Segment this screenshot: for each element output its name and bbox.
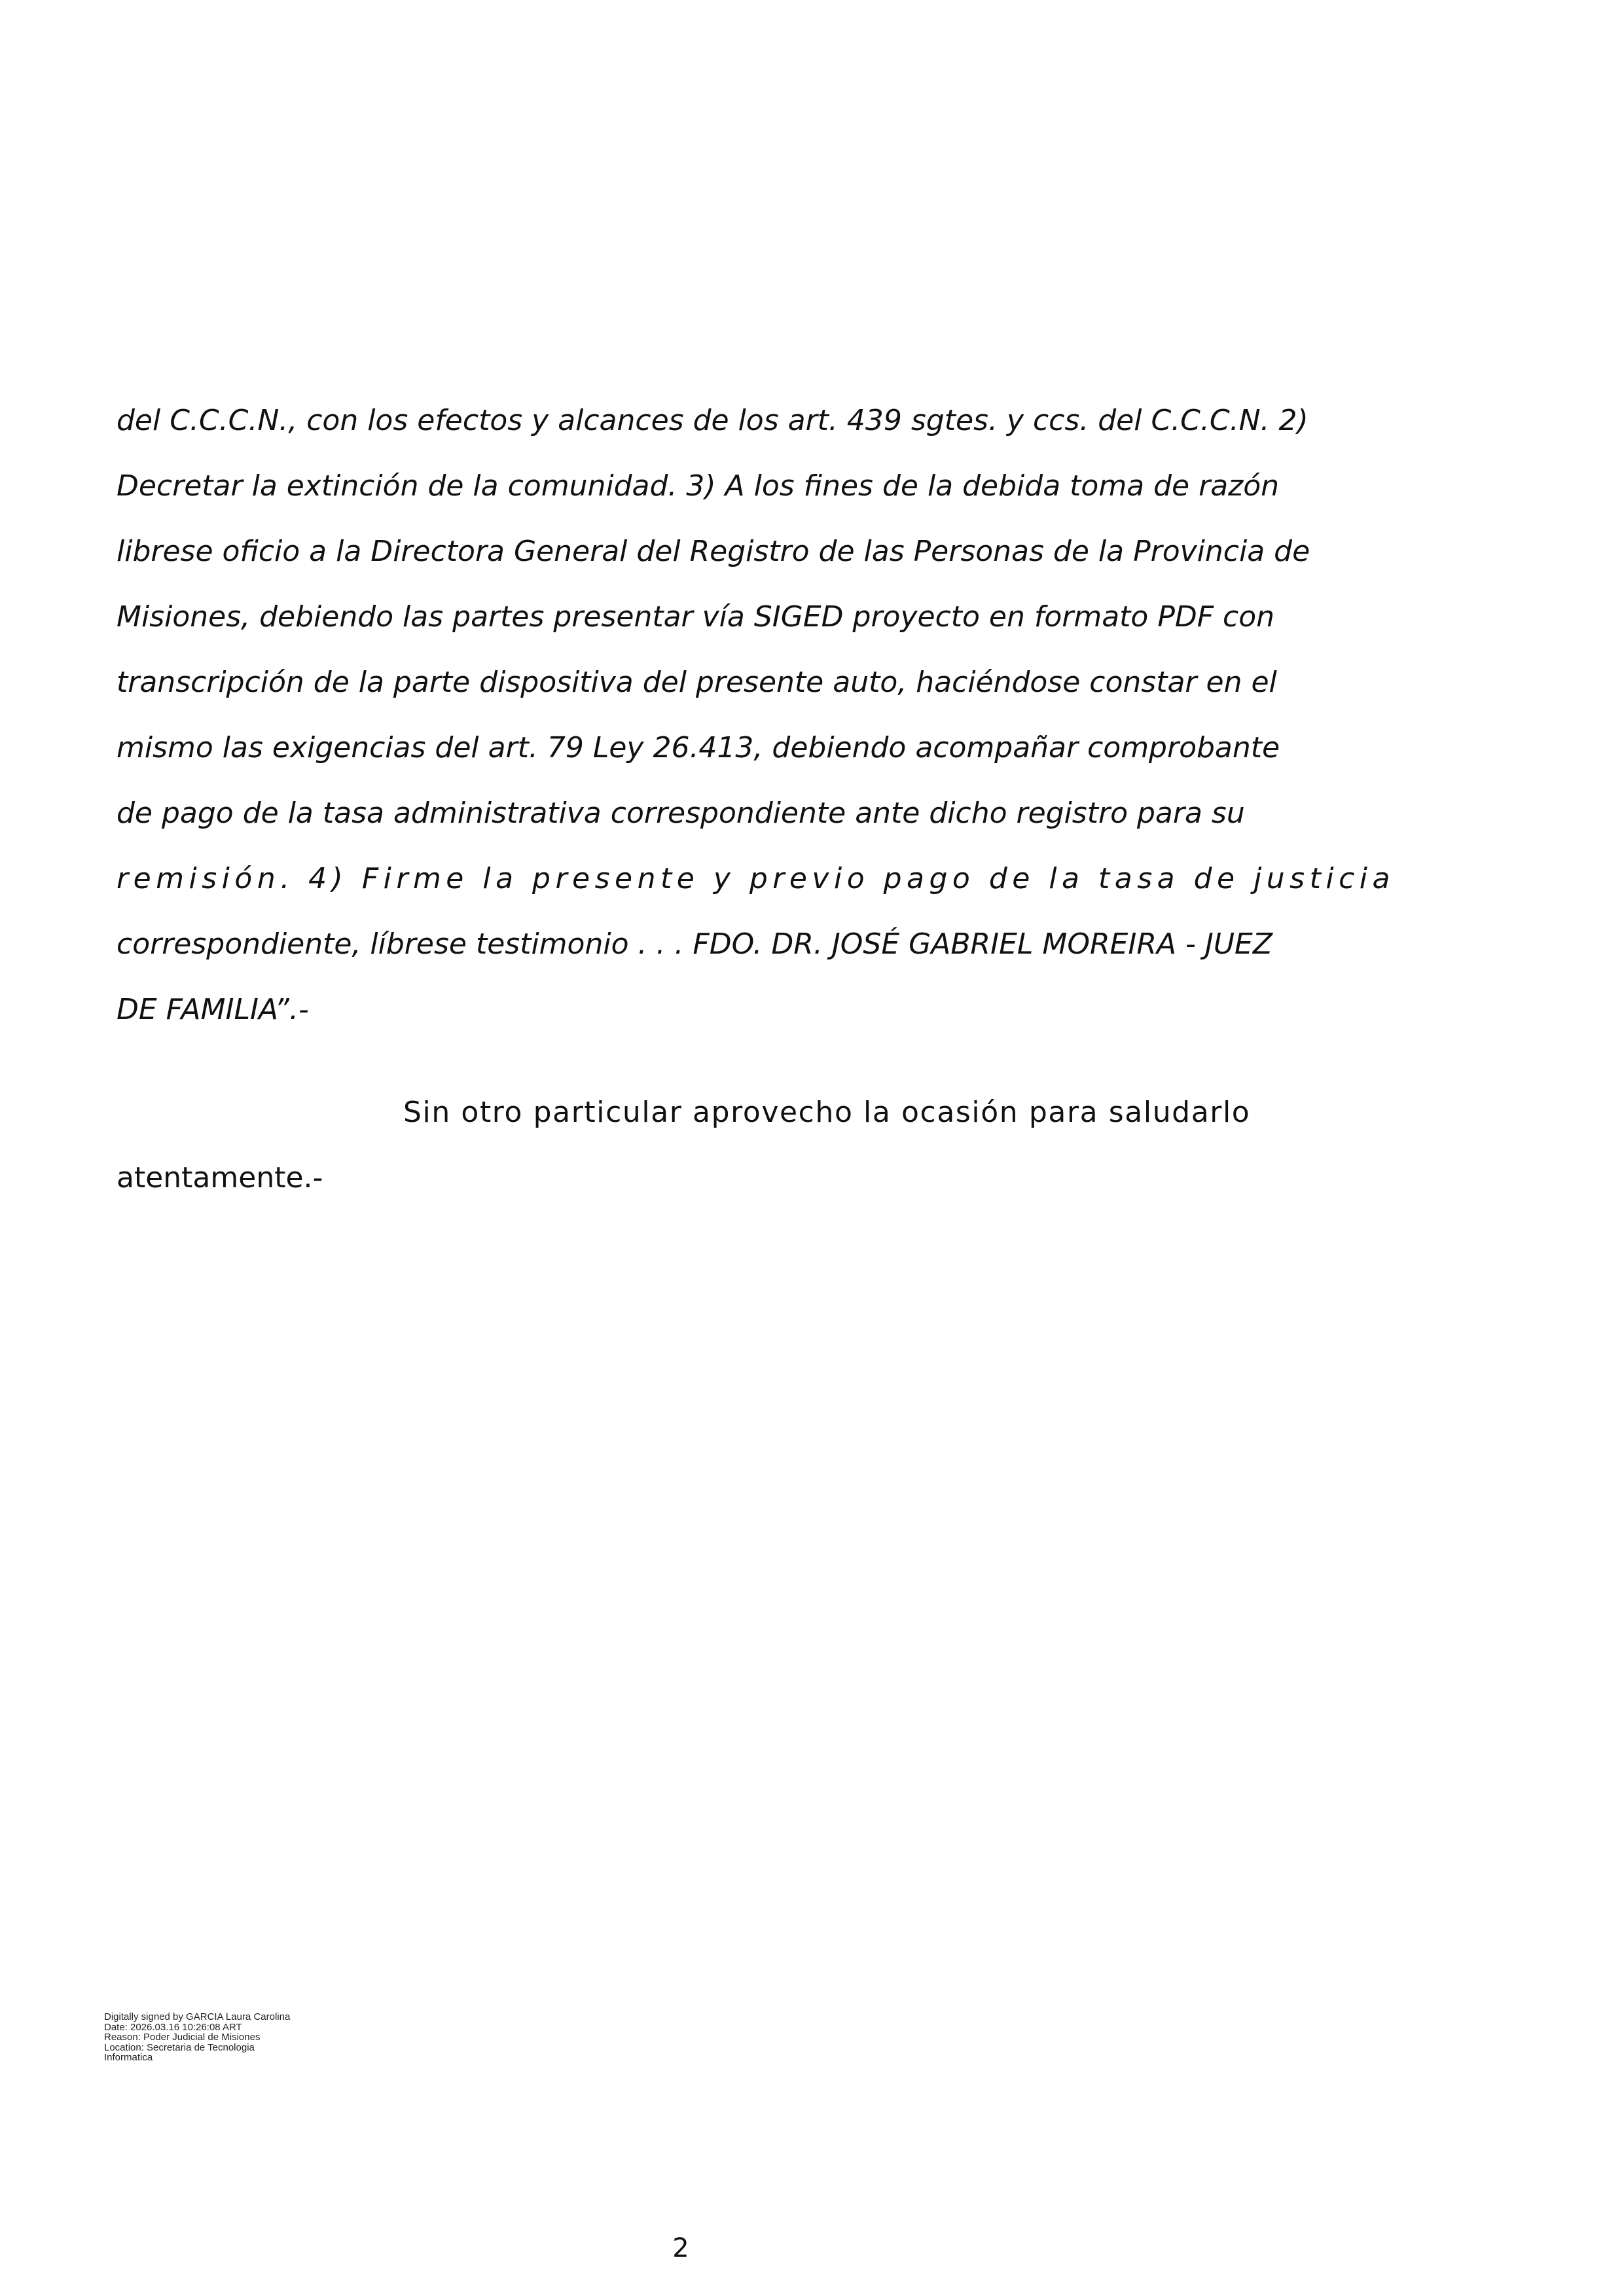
body-line-4: Misiones, debiendo las partes presentar vía SIGED proyecto en formato PDF con bbox=[117, 600, 1275, 634]
body-line-6: mismo las exigencias del art. 79 Ley 26.413, debiendo acompañar comprobante bbox=[117, 731, 1280, 764]
body-line-8: remisión. 4) Firme la presente y previo pago de la tasa de justicia bbox=[117, 862, 1395, 895]
body-line-2: Decretar la extinción de la comunidad. 3) A los fines de la debida toma de razón bbox=[117, 469, 1280, 503]
body-line-1: del C.C.C.N., con los efectos y alcances de los art. 439 sgtes. y ccs. del C.C.C.N. 2) bbox=[117, 404, 1308, 437]
closing-line-1: Sin otro particular aprovecho la ocasión para saludarlo bbox=[403, 1096, 1251, 1129]
closing-line-2: atentamente.- bbox=[117, 1161, 323, 1194]
signature-date: Date: 2026.03.16 10:26:08 ART bbox=[104, 2021, 242, 2033]
digital-signature-stamp bbox=[104, 2012, 290, 2063]
body-line-10: DE FAMILIA”.- bbox=[117, 993, 309, 1026]
signature-location-cont: Informatica bbox=[104, 2052, 153, 2063]
body-line-5: transcripción de la parte dispositiva del presente auto, haciéndose constar en el bbox=[117, 666, 1277, 699]
body-line-9: correspondiente, líbrese testimonio . . . FDO. DR. JOSÉ GABRIEL MOREIRA - JUEZ bbox=[117, 927, 1272, 961]
page-number: 2 bbox=[672, 2233, 689, 2263]
signature-location: Location: Secretaria de Tecnologia bbox=[104, 2041, 255, 2053]
body-line-3: librese oficio a la Directora General del Registro de las Personas de la Provincia de bbox=[117, 535, 1310, 568]
body-line-7: de pago de la tasa administrativa correspondiente ante dicho registro para su bbox=[117, 797, 1245, 830]
signature-reason: Reason: Poder Judicial de Misiones bbox=[104, 2032, 261, 2043]
signature-signed-by: Digitally signed by GARCIA Laura Carolina bbox=[104, 2011, 291, 2022]
